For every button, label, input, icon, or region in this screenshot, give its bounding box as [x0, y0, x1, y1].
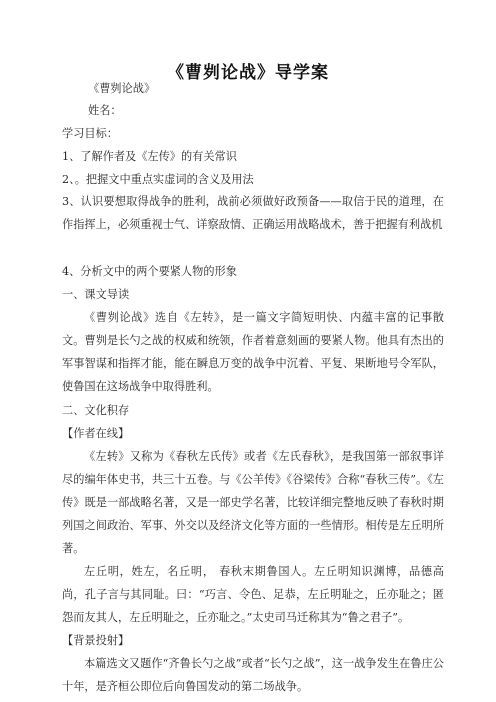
goal-item-1: 1、了解作者及《左传》的有关常识	[62, 150, 237, 163]
reading-paragraph: 《曹刿论战》选自《左转》，是一篇文字简短明快、内蕴丰富的记事散文。曹刿是长勺之战的权威和统领，作者着意刻画的要紧人物。他具有杰出的军事智谋和指挥才能，能在瞬息万变的战争中沉着、平复、果断地号令军队，使鲁国在这场战争中取得胜利。	[62, 311, 444, 393]
goal-item-4: 4、分析文中的两个要紧人物的形象	[62, 265, 237, 278]
section-heading-reading: 一、课文导读	[62, 288, 130, 301]
document-subtitle: 《曹刿论战》	[88, 82, 156, 95]
background-heading: 【背景投射】	[62, 634, 130, 647]
goals-heading: 学习目标：	[62, 127, 118, 140]
section-heading-culture: 二、文化积存	[62, 404, 130, 417]
author-paragraph-1: 《左转》又称为《春秋左氏传》或者《左氏春秋》，是我国第一部叙事详尽的编年体史书，共三十五卷。与《公羊传》《谷梁传》合称“春秋三传”。《左传》既是一部战略名著，又是一部史学名著，比较详细完整地反映了春秋时期列国之间政治、军事、外交以及经济文化等方面的一些情形。相传是左丘明所著。	[62, 450, 444, 555]
author-heading: 【作者在线】	[62, 427, 130, 440]
goal-item-2: 2、。把握文中重点实虚词的含义及用法	[62, 173, 254, 186]
author-paragraph-2: 左丘明，姓左，名丘明， 春秋末期鲁国人。左丘明知识渊博，品德高尚，孔子言与其同耻。曰：“巧言、令色、足恭，左丘明耻之，丘亦耻之；匿怨而友其人，左丘明耻之，丘亦耻之。”太史司马迁称其为“鲁之君子”。	[62, 565, 444, 624]
background-paragraph: 本篇选文又题作“齐鲁长勺之战”或者“长勺之战”，这一战争发生在鲁庄公十年，是齐桓公即位后向鲁国发动的第二场战争。	[62, 657, 444, 693]
goal-item-3: 3、认识要想取得战争的胜利，战前必须做好政预备——取信于民的道理，在作指挥上，必须重视士气、详察敌情、正确运用战略战术，善于把握有利战机	[62, 195, 444, 231]
document-title: 《曹刿论战》导学案	[167, 63, 329, 83]
name-label: 姓名：	[88, 104, 122, 117]
